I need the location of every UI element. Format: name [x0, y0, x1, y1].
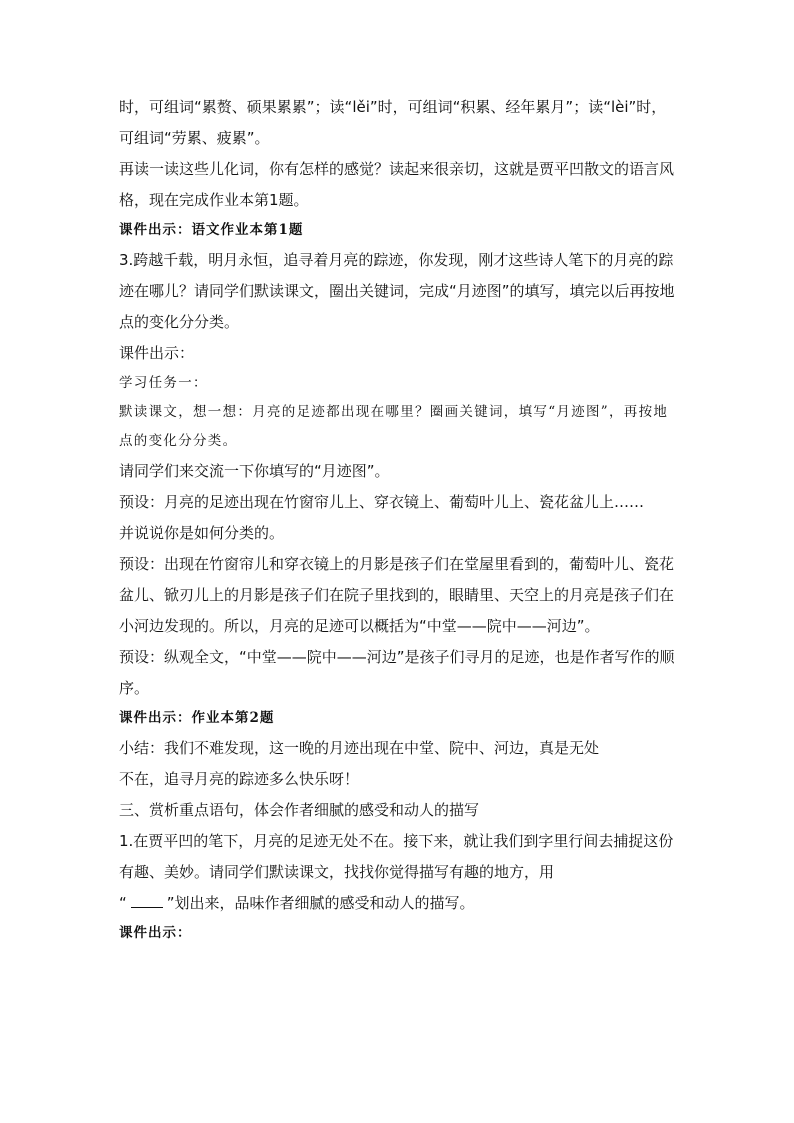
underline-instruction-text: ”划出来，品味作者细腻的感受和动人的描写。 — [166, 894, 475, 912]
underline-blank — [131, 893, 163, 908]
paragraph-summary-2: 不在，追寻月亮的踪迹多么快乐呀！ — [119, 770, 360, 788]
courseware-label-1: 课件出示：语文作业本第1题 — [119, 222, 304, 238]
paragraph-exchange: 请同学们来交流一下你填写的“月迹图”。 — [119, 462, 390, 480]
paragraph-preset-3: 预设：纵观全文，“中堂——院中——河边”是孩子们寻月的足迹，也是作者写作的顺序。 — [119, 648, 675, 697]
paragraph-pronunciation: 时，可组词“累赘、硕果累累”；读“lěi”时，可组词“积累、经年累月”；读“lèi”时，可组词“劳累、疲累”。 — [119, 98, 667, 147]
learning-task-title: 学习任务一： — [119, 375, 208, 391]
paragraph-underline-instruction — [119, 888, 679, 919]
paragraph-preset-2: 预设：出现在竹窗帘儿和穿衣镜上的月影是孩子们在堂屋里看到的，葡萄叶儿、瓷花盆儿、锨刃儿上的月影是孩子们在院子里找到的，眼睛里、天空上的月亮是孩子们在小河边发现的。所以，月亮的足迹可以概括为“中堂——院中——河边”。 — [119, 555, 675, 635]
paragraph-summary-1: 小结：我们不难发现，这一晚的月迹出现在中堂、院中、河边，真是无处 — [119, 739, 600, 757]
courseware-label-3: 课件出示：作业本第2题 — [119, 710, 275, 726]
paragraph-preset-1: 预设：月亮的足迹出现在竹窗帘儿上、穿衣镜上、葡萄叶儿上、瓷花盆儿上…… — [119, 493, 645, 511]
paragraph-style-note: 再读一读这些儿化词，你有怎样的感觉？读起来很亲切，这就是贾平凹散文的语言风格，现在完成作业本第1题。 — [119, 160, 675, 209]
document-page — [119, 92, 679, 948]
learning-task-body: 默读课文，想一想：月亮的足迹都出现在哪里？圈画关键词，填写“月迹图”，再按地点的变化分分类。 — [119, 404, 669, 449]
paragraph-task-3: 3.跨越千载，明月永恒，追寻着月亮的踪迹，你发现，刚才这些诗人笔下的月亮的踪迹在哪儿？请同学们默读课文，圈出关键词，完成“月迹图”的填写，填完以后再按地点的变化分分类。 — [119, 251, 675, 331]
paragraph-task-1: 1.在贾平凹的笔下，月亮的足迹无处不在。接下来，就让我们到字里行间去捕捉这份有趣、美妙。请同学们默读课文，找找你觉得描写有趣的地方，用 — [119, 832, 674, 881]
open-quote: “ — [119, 894, 127, 912]
courseware-label-4: 课件出示： — [119, 925, 192, 941]
courseware-label-2: 课件出示： — [119, 344, 195, 362]
paragraph-classify: 并说说你是如何分类的。 — [119, 524, 285, 542]
section-heading-3: 三、赏析重点语句，体会作者细腻的感受和动人的描写 — [119, 801, 480, 819]
